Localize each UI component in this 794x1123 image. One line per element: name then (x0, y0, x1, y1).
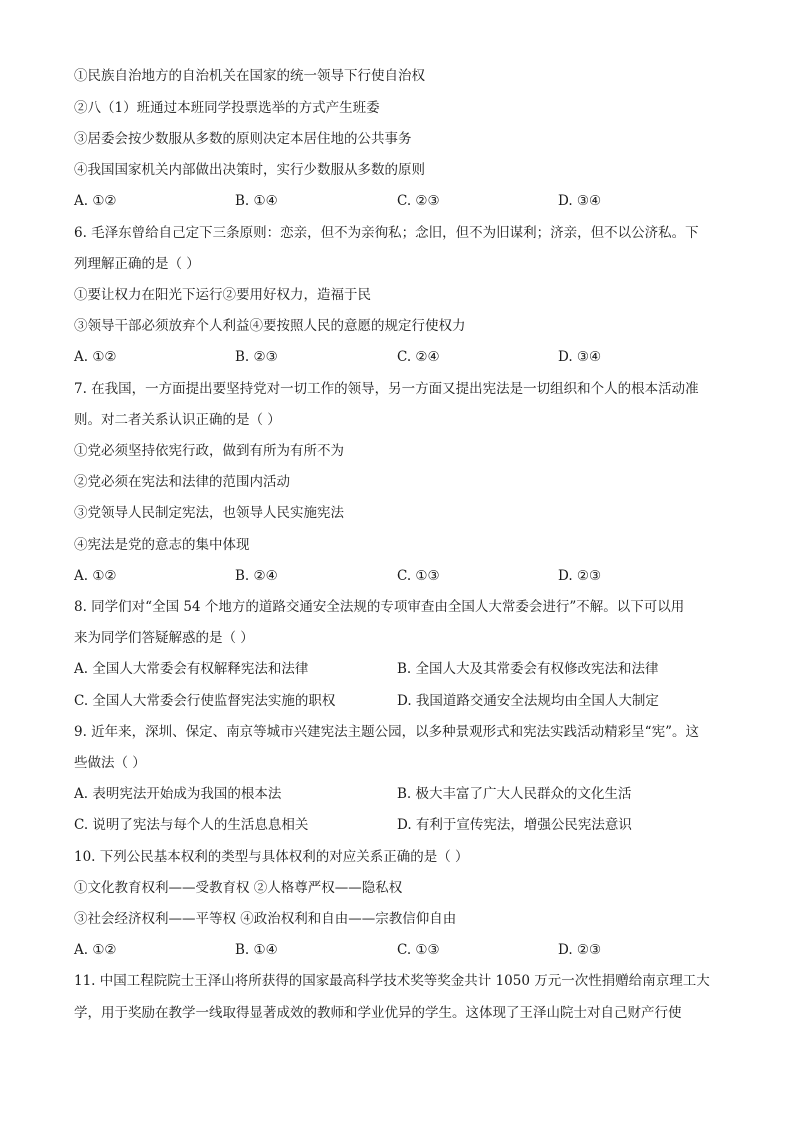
q6-statement-1: ①要让权力在阳光下运行②要用好权力，造福于民 (74, 287, 371, 303)
q9-stem-line-1: 9. 近年来，深圳、保定、南京等城市兴建宪法主题公园，以多种景观形式和宪法实践活动精彩呈“宪”。这 (74, 724, 699, 740)
q9-stem-line-2: 些做法（ ） (74, 755, 146, 771)
q5-statement-4: ④我国国家机关内部做出决策时，实行少数服从多数的原则 (74, 162, 425, 178)
q9-option-c[interactable]: C. 说明了宪法与每个人的生活息息相关 (74, 817, 309, 833)
q8-option-d[interactable]: D. 我国道路交通安全法规均由全国人大制定 (397, 693, 659, 709)
q6-options (74, 347, 722, 367)
q9-option-d[interactable]: D. 有利于宣传宪法，增强公民宪法意识 (397, 817, 632, 833)
q7-statement-4: ④宪法是党的意志的集中体现 (74, 537, 250, 553)
q7-statement-1: ①党必须坚持依宪行政，做到有所为有所不为 (74, 443, 344, 459)
q6-stem-line-2: 列理解正确的是（ ） (74, 256, 200, 272)
q11-stem-line-1: 11. 中国工程院院士王泽山将所获得的国家最高科学技术奖等奖金共计 1050 万元一次性捐赠给南京理工大 (74, 973, 710, 989)
q7-option-c[interactable]: C. ①③ (397, 568, 440, 584)
q5-statement-1: ①民族自治地方的自治机关在国家的统一领导下行使自治权 (74, 68, 425, 84)
q10-option-b[interactable]: B. ①④ (235, 942, 278, 958)
q10-stem-line-1: 10. 下列公民基本权利的类型与具体权利的对应关系正确的是（ ） (74, 849, 469, 865)
q9-options-row-2 (74, 815, 722, 835)
q10-options (74, 940, 722, 960)
q11-stem-line-2: 学，用于奖励在教学一线取得显著成效的教师和学业优异的学生。这体现了王泽山院士对自己财产行使 (74, 1005, 682, 1021)
q6-option-a[interactable]: A. ①② (74, 349, 117, 365)
q8-options-row-1 (74, 659, 722, 679)
q10-option-d[interactable]: D. ②③ (558, 942, 602, 958)
q8-option-b[interactable]: B. 全国人大及其常委会有权修改宪法和法律 (397, 661, 659, 677)
q10-statement-2: ③社会经济权利——平等权 ④政治权利和自由——宗教信仰自由 (74, 911, 457, 927)
q8-options-row-2 (74, 691, 722, 711)
q5-option-d[interactable]: D. ③④ (558, 193, 602, 209)
q5-option-c[interactable]: C. ②③ (397, 193, 440, 209)
q7-options (74, 566, 722, 586)
q7-stem-line-1: 7. 在我国，一方面提出要坚持党对一切工作的领导，另一方面又提出宪法是一切组织和个人的根本活动准 (74, 381, 699, 397)
q5-option-a[interactable]: A. ①② (74, 193, 117, 209)
q6-option-d[interactable]: D. ③④ (558, 349, 602, 365)
q6-stem-line-1: 6. 毛泽东曾给自己定下三条原则：恋亲，但不为亲徇私；念旧，但不为旧谋利；济亲，但不以公济私。下 (74, 225, 699, 241)
q5-options (74, 191, 722, 211)
q6-statement-2: ③领导干部必须放弃个人利益④要按照人民的意愿的规定行使权力 (74, 318, 466, 334)
q7-statement-3: ③党领导人民制定宪法，也领导人民实施宪法 (74, 505, 344, 521)
q9-option-b[interactable]: B. 极大丰富了广大人民群众的文化生活 (397, 786, 632, 802)
q10-statement-1: ①文化教育权利——受教育权 ②人格尊严权——隐私权 (74, 880, 403, 896)
q10-option-a[interactable]: A. ①② (74, 942, 117, 958)
q5-statement-2: ②八（1）班通过本班同学投票选举的方式产生班委 (74, 100, 380, 116)
q7-statement-2: ②党必须在宪法和法律的范围内活动 (74, 474, 290, 490)
q8-option-c[interactable]: C. 全国人大常委会行使监督宪法实施的职权 (74, 693, 336, 709)
q8-option-a[interactable]: A. 全国人大常委会有权解释宪法和法律 (74, 661, 309, 677)
q7-option-a[interactable]: A. ①② (74, 568, 117, 584)
q10-option-c[interactable]: C. ①③ (397, 942, 440, 958)
q6-option-c[interactable]: C. ②④ (397, 349, 440, 365)
q7-stem-line-2: 则。对二者关系认识正确的是（ ） (74, 412, 281, 428)
q7-option-d[interactable]: D. ②③ (558, 568, 602, 584)
q8-stem-line-2: 来为同学们答疑解惑的是（ ） (74, 630, 254, 646)
q8-stem-line-1: 8. 同学们对“全国 54 个地方的道路交通安全法规的专项审查由全国人大常委会进行”不解。以下可以用 (74, 599, 685, 615)
q9-options-row-1 (74, 784, 722, 804)
q7-option-b[interactable]: B. ②④ (235, 568, 278, 584)
q6-option-b[interactable]: B. ②③ (235, 349, 278, 365)
q5-option-b[interactable]: B. ①④ (235, 193, 278, 209)
q9-option-a[interactable]: A. 表明宪法开始成为我国的根本法 (74, 786, 282, 802)
q5-statement-3: ③居委会按少数服从多数的原则决定本居住地的公共事务 (74, 131, 412, 147)
